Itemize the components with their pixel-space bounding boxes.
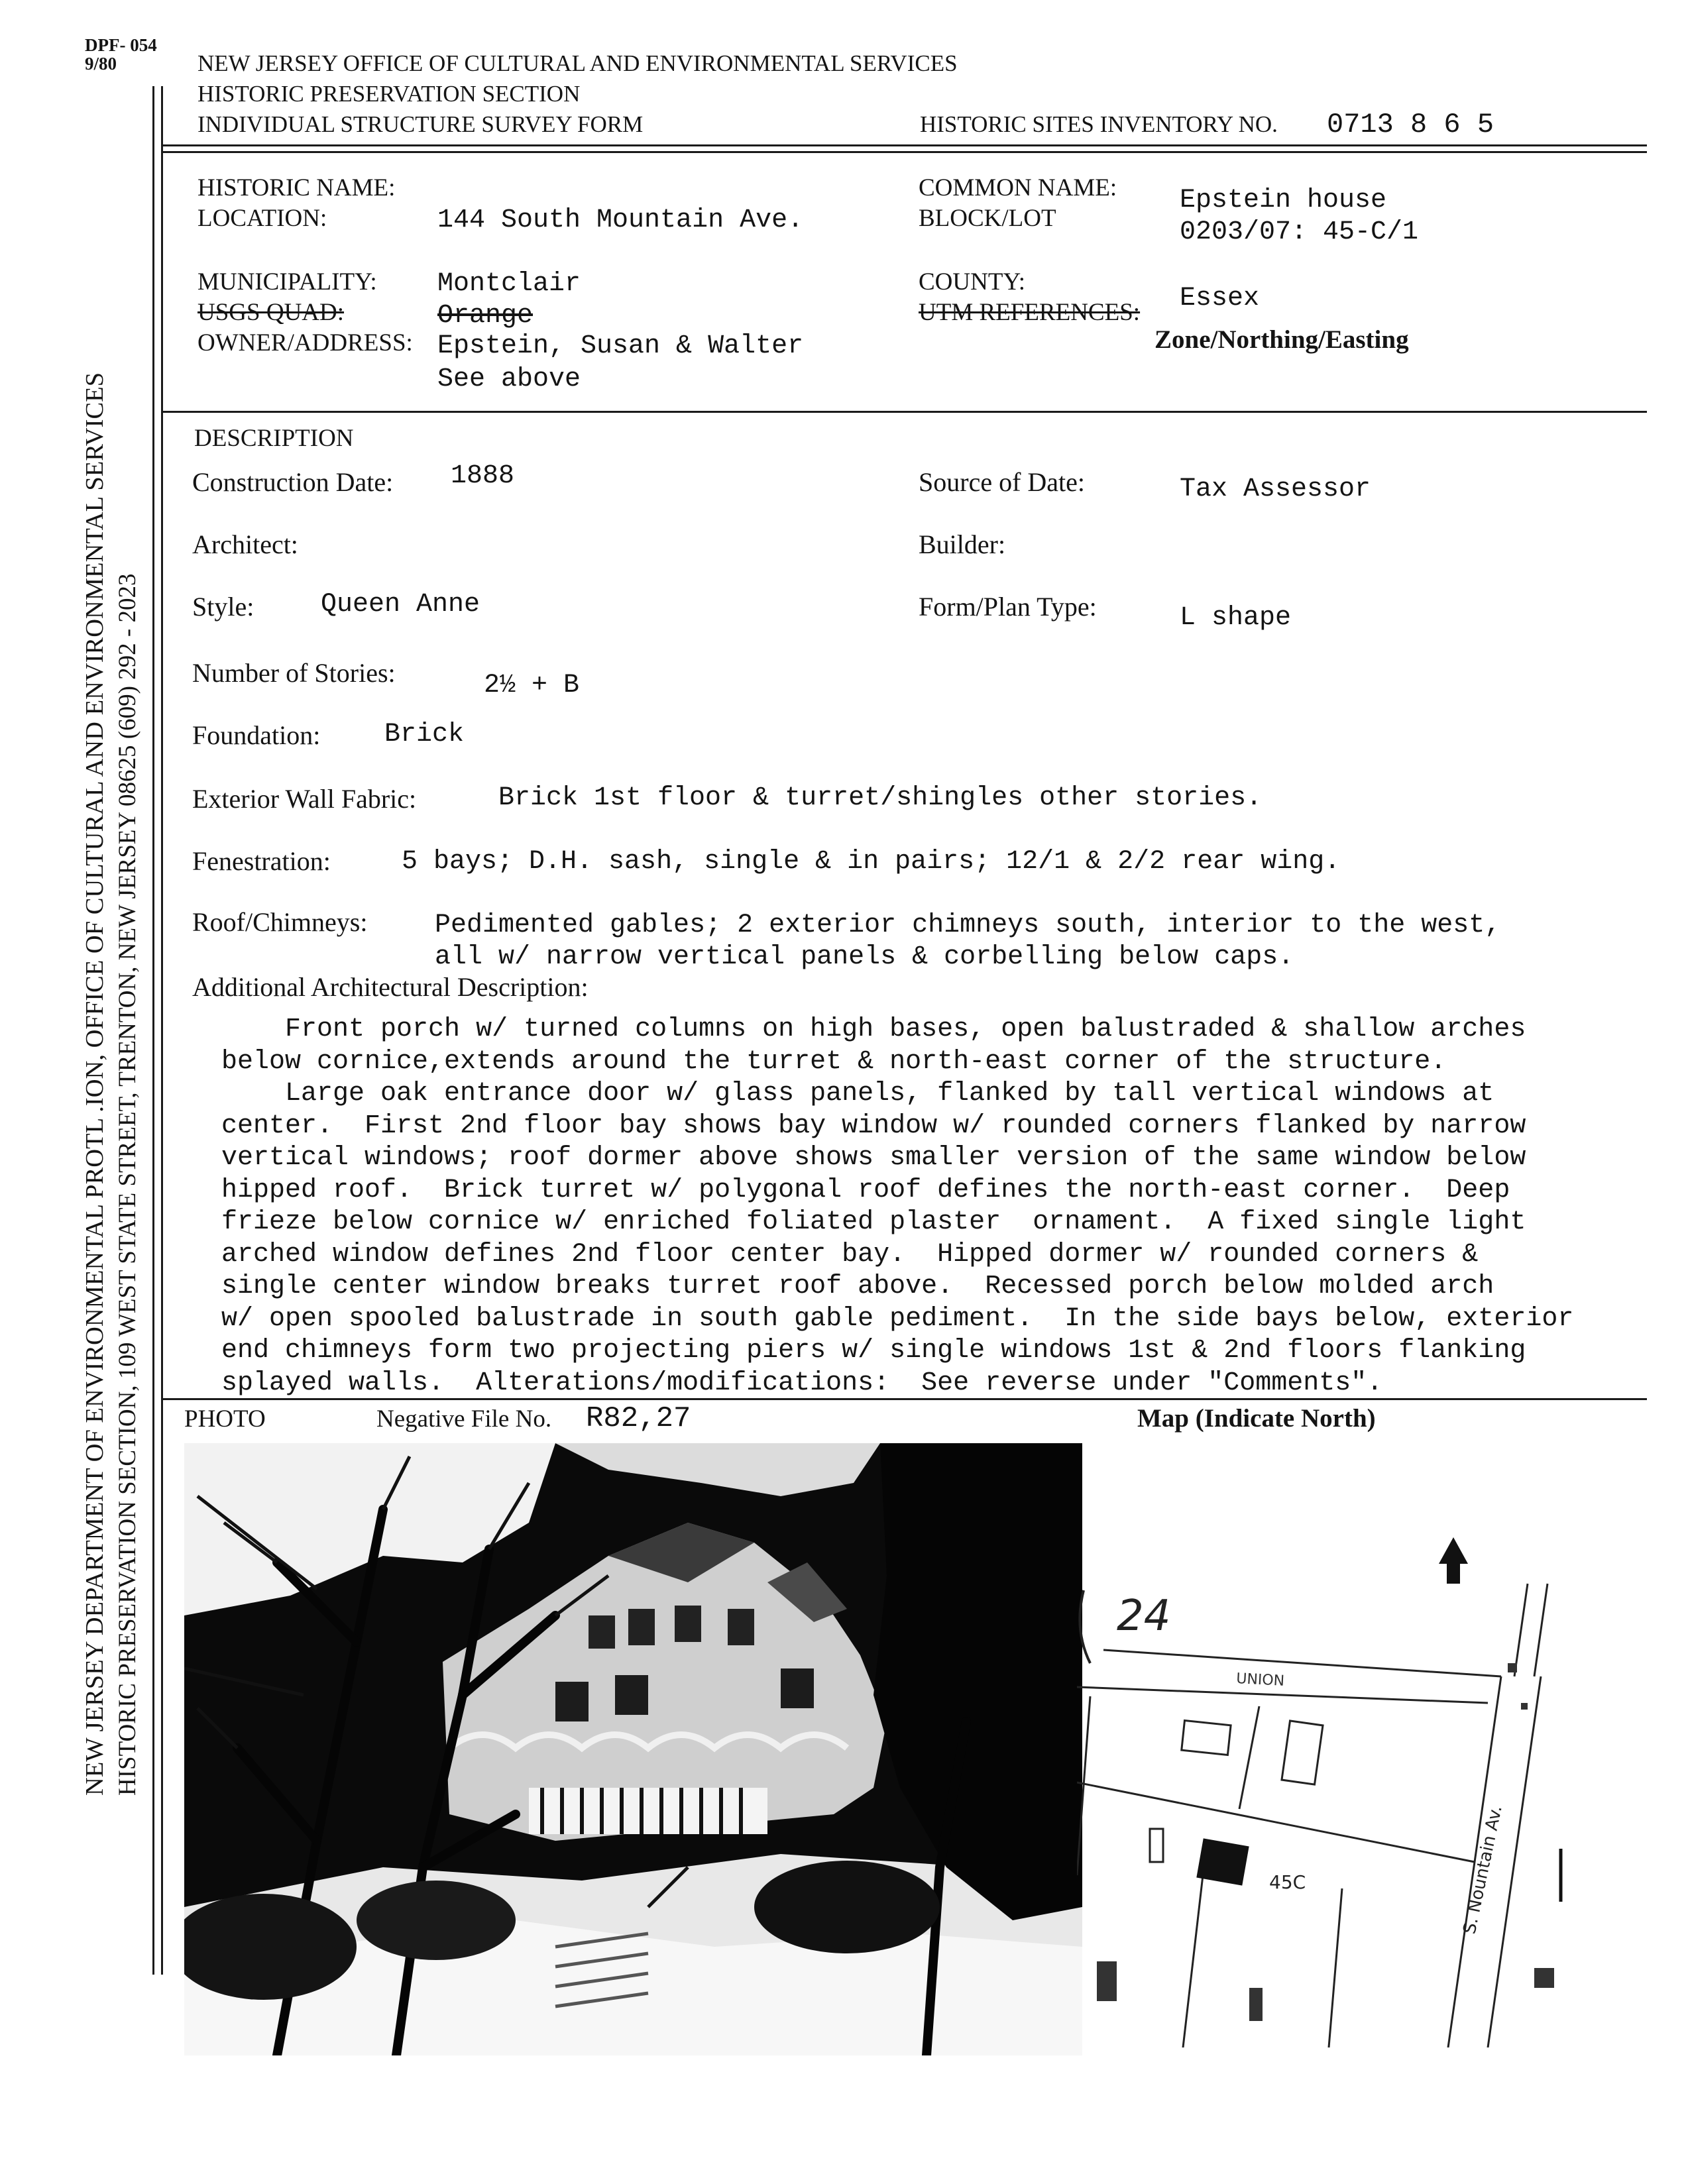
form-plan-value: L shape [1180, 603, 1292, 633]
negative-file-label: Negative File No. [376, 1405, 552, 1433]
map-label: Map (Indicate North) [1137, 1404, 1376, 1433]
agency-title: NEW JERSEY OFFICE OF CULTURAL AND ENVIRONMENTAL SERVICES [197, 50, 958, 76]
construction-date-value: 1888 [451, 461, 515, 491]
utm-subheading: Zone/Northing/Easting [1154, 325, 1409, 354]
style-value: Queen Anne [321, 590, 480, 620]
additional-description-text [221, 1014, 1573, 1399]
description-line: hipped roof. Brick turret w/ polygonal roof defines the north-east corner. Deep [221, 1175, 1510, 1205]
photo-rule [162, 1398, 1647, 1400]
stories-value: 2½ + B [484, 671, 580, 700]
usgs-quad-value: Orange [437, 301, 534, 331]
inventory-number: 0713 8 6 5 [1327, 109, 1494, 140]
house-photo-graphic [184, 1443, 1082, 2055]
description-heading: DESCRIPTION [194, 425, 354, 452]
house-photo [184, 1443, 1082, 2055]
sidebar-line-2: HISTORIC PRESERVATION SECTION, 109 WEST STATE STREET, TRENTON, NEW JERSEY 08625 (609) 292 - 2023 [114, 573, 141, 1796]
stories-label: Number of Stories: [192, 658, 396, 688]
builder-label: Builder: [919, 529, 1006, 559]
left-rule-outer [152, 86, 154, 1975]
description-line: frieze below cornice w/ enriched foliated plaster ornament. A fixed single light [221, 1207, 1526, 1237]
roof-chimneys-value-2: all w/ narrow vertical panels & corbelling below caps. [435, 942, 1294, 972]
fenestration-label: Fenestration: [192, 846, 331, 876]
left-rule-inner [161, 86, 163, 1975]
header-rule-top [162, 144, 1647, 146]
street-mountain: S. Nountain Av. [1459, 1804, 1506, 1936]
street-union: UNION [1235, 1670, 1285, 1690]
source-of-date-label: Source of Date: [919, 467, 1086, 497]
header-rule-bottom [162, 151, 1647, 153]
north-arrow-icon [1439, 1537, 1468, 1584]
block-lot-value: 0203/07: 45-C/1 [1180, 217, 1419, 247]
form-plan-label: Form/Plan Type: [919, 592, 1097, 622]
sidebar-line-1: NEW JERSEY DEPARTMENT OF ENVIRONMENTAL PROTL .ION, OFFICE OF CULTURAL AND ENVIRONMENTAL SERVICES [81, 372, 109, 1796]
historic-name-label: HISTORIC NAME: [197, 174, 396, 201]
inventory-label: HISTORIC SITES INVENTORY NO. [920, 111, 1278, 137]
common-name-label: COMMON NAME: [919, 174, 1117, 201]
site-map [1077, 1504, 1567, 2048]
county-value: Essex [1180, 284, 1260, 313]
form-title: INDIVIDUAL STRUCTURE SURVEY FORM [197, 111, 644, 137]
foundation-value: Brick [384, 720, 465, 749]
roof-chimneys-label: Roof/Chimneys: [192, 907, 368, 937]
usgs-quad-label: USGS QUAD: [197, 299, 345, 326]
wall-fabric-value: Brick 1st floor & turret/shingles other stories. [498, 783, 1263, 813]
owner-label: OWNER/ADDRESS: [197, 329, 413, 356]
form-code [85, 36, 157, 73]
form-code-line2: 9/80 [85, 54, 117, 74]
description-line: Large oak entrance door w/ glass panels, flanked by tall vertical windows at [221, 1079, 1494, 1109]
photo-label: PHOTO [184, 1405, 266, 1433]
additional-description-label: Additional Architectural Description: [192, 972, 589, 1002]
form-code-line1: DPF- 054 [85, 35, 157, 55]
description-line: Front porch w/ turned columns on high bases, open balustraded & shallow arches [221, 1014, 1526, 1044]
site-map-graphic [1077, 1504, 1567, 2048]
description-line: splayed walls. Alterations/modifications: See reverse under "Comments". [221, 1368, 1383, 1398]
common-name-value: Epstein house [1180, 186, 1387, 215]
description-line: w/ open spooled balustrade in south gable pediment. In the side bays below, exterior [221, 1303, 1574, 1334]
negative-file-value: R82,27 [586, 1402, 691, 1435]
utm-label: UTM REFERENCES: [919, 299, 1141, 326]
description-line: below cornice,extends around the turret & north-east corner of the structure. [221, 1046, 1447, 1077]
description-line: single center window breaks turret roof above. Recessed porch below molded arch [221, 1272, 1494, 1301]
section-title: HISTORIC PRESERVATION SECTION [197, 81, 581, 107]
foundation-label: Foundation: [192, 720, 321, 750]
location-value: 144 South Mountain Ave. [437, 205, 804, 235]
roof-chimneys-value-1: Pedimented gables; 2 exterior chimneys south, interior to the west, [435, 910, 1501, 940]
description-line: center. First 2nd floor bay shows bay window w/ rounded corners flanked by narrow [221, 1111, 1526, 1141]
owner-value: Epstein, Susan & Walter [437, 331, 804, 361]
construction-date-label: Construction Date: [192, 467, 394, 497]
description-line: vertical windows; roof dormer above shows smaller version of the same window below [221, 1143, 1526, 1173]
municipality-label: MUNICIPALITY: [197, 268, 377, 296]
fenestration-value: 5 bays; D.H. sash, single & in pairs; 12/1 & 2/2 rear wing. [402, 847, 1341, 877]
wall-fabric-label: Exterior Wall Fabric: [192, 784, 417, 814]
sidebar-address [78, 372, 144, 1796]
owner-address-value: See above [437, 364, 581, 394]
architect-label: Architect: [192, 529, 298, 559]
description-line: arched window defines 2nd floor center bay. Hipped dormer w/ rounded corners & [221, 1239, 1479, 1270]
source-of-date-value: Tax Assessor [1180, 474, 1371, 504]
municipality-value: Montclair [437, 269, 581, 299]
style-label: Style: [192, 592, 254, 622]
location-label: LOCATION: [197, 205, 327, 232]
lot-label: 45C [1269, 1871, 1306, 1893]
description-rule [162, 411, 1647, 413]
county-label: COUNTY: [919, 268, 1026, 296]
block-number: 24 [1117, 1592, 1171, 1641]
block-lot-label: BLOCK/LOT [919, 205, 1056, 232]
description-line: end chimneys form two projecting piers w/ single windows 1st & 2nd floors flanking [221, 1336, 1526, 1366]
